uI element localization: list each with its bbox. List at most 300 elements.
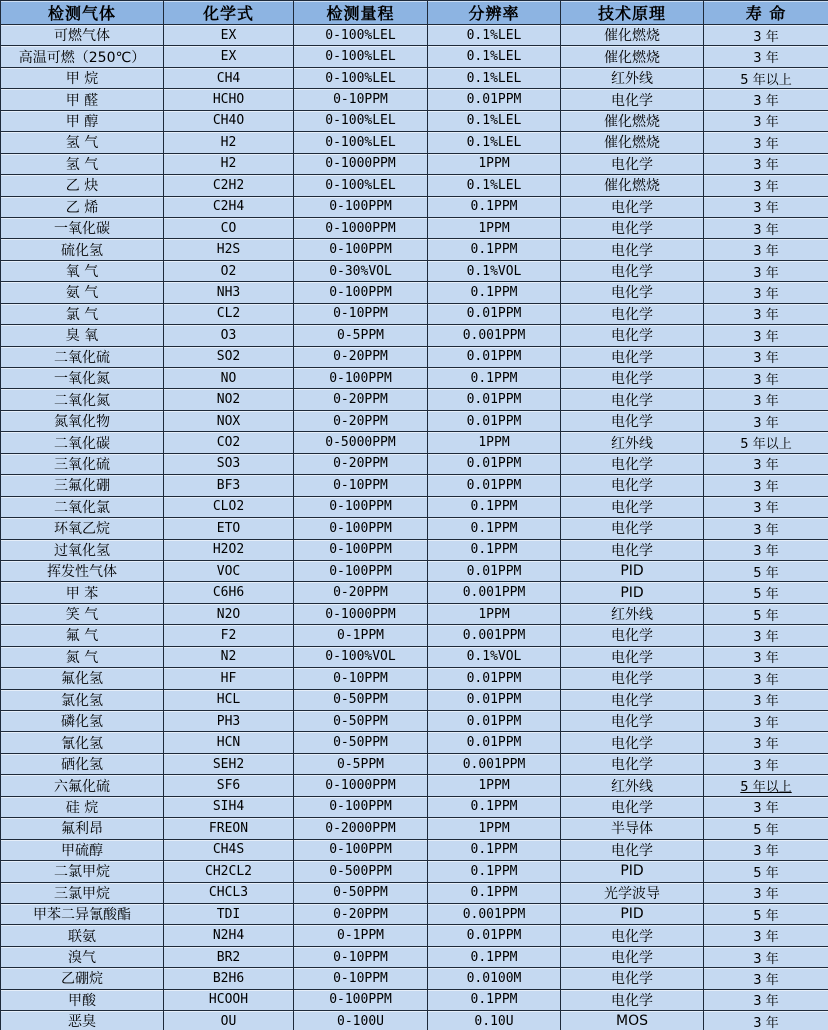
cell-range: 0-1000PPM xyxy=(294,603,428,624)
cell-gas-name: 挥发性气体 xyxy=(1,560,164,581)
cell-principle: 电化学 xyxy=(561,989,704,1010)
cell-principle: 电化学 xyxy=(561,946,704,967)
cell-life: 3 年 xyxy=(704,646,828,667)
cell-formula: CH4 xyxy=(164,67,294,88)
cell-resolution: 0.001PPM xyxy=(428,753,561,774)
cell-gas-name: 乙 烯 xyxy=(1,196,164,217)
cell-range: 0-10PPM xyxy=(294,668,428,689)
cell-gas-name: 甲 烷 xyxy=(1,67,164,88)
column-header-formula: 化学式 xyxy=(164,1,294,25)
cell-gas-name: 氯 气 xyxy=(1,303,164,324)
cell-gas-name: 甲苯二异氰酸酯 xyxy=(1,903,164,924)
cell-principle: 电化学 xyxy=(561,968,704,989)
cell-formula: EX xyxy=(164,25,294,46)
cell-life: 3 年 xyxy=(704,368,828,389)
table-row xyxy=(1,732,828,753)
cell-resolution: 0.1PPM xyxy=(428,518,561,539)
cell-principle: 电化学 xyxy=(561,646,704,667)
cell-life: 3 年 xyxy=(704,46,828,67)
table-row xyxy=(1,689,828,710)
cell-principle: 电化学 xyxy=(561,239,704,260)
cell-resolution: 0.001PPM xyxy=(428,625,561,646)
cell-range: 0-5PPM xyxy=(294,753,428,774)
cell-principle: 催化燃烧 xyxy=(561,25,704,46)
cell-gas-name: 二氧化氯 xyxy=(1,496,164,517)
cell-life: 3 年 xyxy=(704,282,828,303)
cell-principle: PID xyxy=(561,582,704,603)
cell-gas-name: 磷化氢 xyxy=(1,711,164,732)
cell-formula: N2 xyxy=(164,646,294,667)
cell-life: 3 年 xyxy=(704,346,828,367)
cell-life: 3 年 xyxy=(704,132,828,153)
cell-gas-name: 二氧化氮 xyxy=(1,389,164,410)
cell-formula: CO xyxy=(164,217,294,238)
cell-principle: 电化学 xyxy=(561,196,704,217)
cell-range: 0-20PPM xyxy=(294,346,428,367)
cell-formula: HCHO xyxy=(164,89,294,110)
cell-range: 0-100%LEL xyxy=(294,25,428,46)
cell-principle: 电化学 xyxy=(561,711,704,732)
table-row xyxy=(1,603,828,624)
cell-gas-name: 氟 气 xyxy=(1,625,164,646)
cell-principle: 电化学 xyxy=(561,539,704,560)
cell-principle: PID xyxy=(561,861,704,882)
cell-resolution: 0.1PPM xyxy=(428,946,561,967)
cell-life: 5 年 xyxy=(704,861,828,882)
cell-formula: NO xyxy=(164,368,294,389)
table-row xyxy=(1,582,828,603)
cell-life: 5 年以上 xyxy=(704,775,828,796)
table-header xyxy=(1,1,828,25)
cell-formula: C2H2 xyxy=(164,175,294,196)
table-row xyxy=(1,196,828,217)
cell-formula: CL2 xyxy=(164,303,294,324)
cell-range: 0-20PPM xyxy=(294,582,428,603)
cell-life: 5 年 xyxy=(704,903,828,924)
cell-range: 0-20PPM xyxy=(294,389,428,410)
table-row xyxy=(1,175,828,196)
cell-formula: B2H6 xyxy=(164,968,294,989)
cell-principle: 催化燃烧 xyxy=(561,46,704,67)
cell-principle: 电化学 xyxy=(561,796,704,817)
table-row xyxy=(1,496,828,517)
cell-resolution: 1PPM xyxy=(428,775,561,796)
cell-range: 0-30%VOL xyxy=(294,260,428,281)
cell-gas-name: 硫化氢 xyxy=(1,239,164,260)
cell-principle: 电化学 xyxy=(561,753,704,774)
table-row xyxy=(1,432,828,453)
cell-range: 0-100PPM xyxy=(294,518,428,539)
cell-range: 0-50PPM xyxy=(294,689,428,710)
cell-range: 0-100PPM xyxy=(294,989,428,1010)
cell-principle: 电化学 xyxy=(561,518,704,539)
table-row xyxy=(1,668,828,689)
cell-principle: 电化学 xyxy=(561,668,704,689)
cell-formula: PH3 xyxy=(164,711,294,732)
cell-range: 0-10PPM xyxy=(294,89,428,110)
cell-gas-name: 氧 气 xyxy=(1,260,164,281)
cell-formula: HF xyxy=(164,668,294,689)
cell-resolution: 0.1PPM xyxy=(428,539,561,560)
cell-range: 0-5PPM xyxy=(294,325,428,346)
cell-gas-name: 乙 炔 xyxy=(1,175,164,196)
cell-resolution: 0.01PPM xyxy=(428,689,561,710)
table-row xyxy=(1,260,828,281)
cell-life: 3 年 xyxy=(704,25,828,46)
cell-resolution: 0.1PPM xyxy=(428,989,561,1010)
cell-resolution: 0.1PPM xyxy=(428,239,561,260)
table-row xyxy=(1,560,828,581)
cell-principle: 电化学 xyxy=(561,303,704,324)
cell-principle: 电化学 xyxy=(561,325,704,346)
cell-formula: TDI xyxy=(164,903,294,924)
cell-life: 3 年 xyxy=(704,946,828,967)
table-row xyxy=(1,453,828,474)
cell-range: 0-50PPM xyxy=(294,882,428,903)
cell-range: 0-100PPM xyxy=(294,796,428,817)
cell-principle: 电化学 xyxy=(561,368,704,389)
cell-principle: 电化学 xyxy=(561,453,704,474)
cell-life: 3 年 xyxy=(704,711,828,732)
table-row xyxy=(1,946,828,967)
cell-life: 3 年 xyxy=(704,925,828,946)
cell-life: 5 年 xyxy=(704,603,828,624)
column-header-life: 寿 命 xyxy=(704,1,828,25)
cell-life: 3 年 xyxy=(704,518,828,539)
cell-resolution: 0.01PPM xyxy=(428,89,561,110)
column-header-range: 检测量程 xyxy=(294,1,428,25)
cell-gas-name: 氟利昂 xyxy=(1,818,164,839)
cell-life: 5 年以上 xyxy=(704,67,828,88)
cell-life: 3 年 xyxy=(704,668,828,689)
cell-resolution: 0.01PPM xyxy=(428,410,561,431)
cell-range: 0-100%LEL xyxy=(294,110,428,131)
table-row xyxy=(1,410,828,431)
cell-gas-name: 硅 烷 xyxy=(1,796,164,817)
cell-formula: CH4O xyxy=(164,110,294,131)
cell-principle: 电化学 xyxy=(561,625,704,646)
cell-life: 3 年 xyxy=(704,453,828,474)
cell-principle: 电化学 xyxy=(561,217,704,238)
cell-life: 3 年 xyxy=(704,496,828,517)
cell-principle: 催化燃烧 xyxy=(561,110,704,131)
cell-life: 3 年 xyxy=(704,410,828,431)
cell-formula: H2 xyxy=(164,132,294,153)
table-row xyxy=(1,368,828,389)
table-row xyxy=(1,646,828,667)
cell-gas-name: 臭 氧 xyxy=(1,325,164,346)
cell-formula: CO2 xyxy=(164,432,294,453)
cell-resolution: 0.01PPM xyxy=(428,346,561,367)
table-row xyxy=(1,625,828,646)
cell-resolution: 1PPM xyxy=(428,153,561,174)
cell-gas-name: 一氧化碳 xyxy=(1,217,164,238)
cell-gas-name: 三氧化硫 xyxy=(1,453,164,474)
cell-resolution: 0.1%VOL xyxy=(428,646,561,667)
cell-formula: CH4S xyxy=(164,839,294,860)
cell-life: 3 年 xyxy=(704,732,828,753)
cell-resolution: 0.01PPM xyxy=(428,303,561,324)
cell-life: 3 年 xyxy=(704,239,828,260)
cell-range: 0-2000PPM xyxy=(294,818,428,839)
table-row xyxy=(1,389,828,410)
cell-formula: FREON xyxy=(164,818,294,839)
cell-life: 3 年 xyxy=(704,196,828,217)
cell-range: 0-100PPM xyxy=(294,368,428,389)
cell-resolution: 0.01PPM xyxy=(428,711,561,732)
cell-gas-name: 二氯甲烷 xyxy=(1,861,164,882)
cell-principle: 电化学 xyxy=(561,282,704,303)
table-row xyxy=(1,539,828,560)
table-row xyxy=(1,303,828,324)
cell-range: 0-100%LEL xyxy=(294,175,428,196)
cell-resolution: 1PPM xyxy=(428,217,561,238)
cell-range: 0-100%LEL xyxy=(294,67,428,88)
cell-gas-name: 溴气 xyxy=(1,946,164,967)
cell-resolution: 0.1%LEL xyxy=(428,25,561,46)
cell-life: 3 年 xyxy=(704,796,828,817)
cell-formula: BR2 xyxy=(164,946,294,967)
cell-principle: 电化学 xyxy=(561,839,704,860)
cell-resolution: 0.1PPM xyxy=(428,861,561,882)
cell-formula: NO2 xyxy=(164,389,294,410)
cell-principle: 电化学 xyxy=(561,410,704,431)
cell-life: 5 年以上 xyxy=(704,432,828,453)
cell-formula: F2 xyxy=(164,625,294,646)
cell-gas-name: 二氧化碳 xyxy=(1,432,164,453)
cell-resolution: 0.001PPM xyxy=(428,903,561,924)
cell-resolution: 1PPM xyxy=(428,432,561,453)
cell-range: 0-100%LEL xyxy=(294,46,428,67)
cell-resolution: 0.0100M xyxy=(428,968,561,989)
cell-life: 5 年 xyxy=(704,818,828,839)
table-row xyxy=(1,861,828,882)
cell-resolution: 0.01PPM xyxy=(428,732,561,753)
cell-gas-name: 可燃气体 xyxy=(1,25,164,46)
cell-range: 0-100%LEL xyxy=(294,132,428,153)
cell-resolution: 0.1%LEL xyxy=(428,110,561,131)
cell-range: 0-10PPM xyxy=(294,968,428,989)
table-row xyxy=(1,796,828,817)
table-row xyxy=(1,346,828,367)
cell-range: 0-10PPM xyxy=(294,475,428,496)
cell-resolution: 0.1PPM xyxy=(428,839,561,860)
table-row xyxy=(1,968,828,989)
cell-resolution: 0.1PPM xyxy=(428,368,561,389)
cell-formula: SO3 xyxy=(164,453,294,474)
cell-principle: 电化学 xyxy=(561,925,704,946)
cell-formula: N2H4 xyxy=(164,925,294,946)
cell-gas-name: 环氧乙烷 xyxy=(1,518,164,539)
cell-range: 0-1000PPM xyxy=(294,775,428,796)
table-row xyxy=(1,775,828,796)
cell-principle: 红外线 xyxy=(561,775,704,796)
table-row xyxy=(1,711,828,732)
table-row xyxy=(1,325,828,346)
cell-gas-name: 高温可燃（250℃） xyxy=(1,46,164,67)
cell-range: 0-10PPM xyxy=(294,946,428,967)
table-row xyxy=(1,518,828,539)
cell-life: 3 年 xyxy=(704,110,828,131)
cell-range: 0-20PPM xyxy=(294,410,428,431)
cell-gas-name: 氰化氢 xyxy=(1,732,164,753)
cell-life: 3 年 xyxy=(704,625,828,646)
table-body xyxy=(1,25,828,1030)
table-row xyxy=(1,110,828,131)
cell-life: 3 年 xyxy=(704,260,828,281)
cell-formula: NH3 xyxy=(164,282,294,303)
table-row xyxy=(1,25,828,46)
cell-resolution: 0.1PPM xyxy=(428,496,561,517)
cell-life: 3 年 xyxy=(704,689,828,710)
cell-gas-name: 乙硼烷 xyxy=(1,968,164,989)
cell-resolution: 0.01PPM xyxy=(428,925,561,946)
cell-formula: HCL xyxy=(164,689,294,710)
cell-resolution: 0.1PPM xyxy=(428,796,561,817)
cell-gas-name: 氢 气 xyxy=(1,153,164,174)
table-row xyxy=(1,282,828,303)
table-row xyxy=(1,989,828,1010)
cell-resolution: 0.1PPM xyxy=(428,882,561,903)
cell-formula: EX xyxy=(164,46,294,67)
cell-gas-name: 三氟化硼 xyxy=(1,475,164,496)
cell-life: 3 年 xyxy=(704,968,828,989)
cell-resolution: 0.1%LEL xyxy=(428,175,561,196)
cell-gas-name: 甲 苯 xyxy=(1,582,164,603)
cell-gas-name: 恶臭 xyxy=(1,1011,164,1030)
cell-resolution: 1PPM xyxy=(428,818,561,839)
cell-life: 5 年 xyxy=(704,560,828,581)
cell-resolution: 0.1%VOL xyxy=(428,260,561,281)
cell-life: 3 年 xyxy=(704,303,828,324)
cell-life: 5 年 xyxy=(704,582,828,603)
cell-gas-name: 六氟化硫 xyxy=(1,775,164,796)
cell-resolution: 0.1%LEL xyxy=(428,46,561,67)
cell-range: 0-500PPM xyxy=(294,861,428,882)
table-row xyxy=(1,753,828,774)
cell-range: 0-1000PPM xyxy=(294,153,428,174)
cell-principle: 电化学 xyxy=(561,475,704,496)
cell-life: 3 年 xyxy=(704,753,828,774)
cell-life: 3 年 xyxy=(704,325,828,346)
cell-formula: O2 xyxy=(164,260,294,281)
cell-formula: H2S xyxy=(164,239,294,260)
cell-formula: SEH2 xyxy=(164,753,294,774)
cell-principle: 催化燃烧 xyxy=(561,175,704,196)
cell-principle: 电化学 xyxy=(561,389,704,410)
cell-range: 0-20PPM xyxy=(294,903,428,924)
cell-formula: VOC xyxy=(164,560,294,581)
cell-formula: C6H6 xyxy=(164,582,294,603)
cell-life: 3 年 xyxy=(704,839,828,860)
cell-range: 0-100PPM xyxy=(294,539,428,560)
table-row xyxy=(1,839,828,860)
cell-life: 3 年 xyxy=(704,539,828,560)
cell-gas-name: 氨 气 xyxy=(1,282,164,303)
cell-resolution: 0.01PPM xyxy=(428,389,561,410)
cell-formula: O3 xyxy=(164,325,294,346)
cell-range: 0-100PPM xyxy=(294,839,428,860)
cell-formula: H2O2 xyxy=(164,539,294,560)
cell-gas-name: 氢 气 xyxy=(1,132,164,153)
cell-formula: ETO xyxy=(164,518,294,539)
cell-range: 0-10PPM xyxy=(294,303,428,324)
cell-range: 0-100%VOL xyxy=(294,646,428,667)
cell-life: 3 年 xyxy=(704,1011,828,1030)
cell-range: 0-1PPM xyxy=(294,925,428,946)
cell-range: 0-100PPM xyxy=(294,282,428,303)
table-row xyxy=(1,67,828,88)
cell-principle: 电化学 xyxy=(561,89,704,110)
cell-resolution: 0.10U xyxy=(428,1011,561,1030)
cell-range: 0-100PPM xyxy=(294,239,428,260)
table-row xyxy=(1,475,828,496)
cell-life: 3 年 xyxy=(704,153,828,174)
cell-range: 0-50PPM xyxy=(294,732,428,753)
column-header-gas: 检测气体 xyxy=(1,1,164,25)
cell-principle: 半导体 xyxy=(561,818,704,839)
cell-resolution: 0.01PPM xyxy=(428,560,561,581)
cell-gas-name: 硒化氢 xyxy=(1,753,164,774)
cell-gas-name: 过氧化氢 xyxy=(1,539,164,560)
cell-principle: 红外线 xyxy=(561,67,704,88)
cell-resolution: 0.01PPM xyxy=(428,453,561,474)
cell-gas-name: 甲 醛 xyxy=(1,89,164,110)
table-row xyxy=(1,89,828,110)
cell-resolution: 0.1%LEL xyxy=(428,132,561,153)
cell-gas-name: 氟化氢 xyxy=(1,668,164,689)
cell-gas-name: 氮 气 xyxy=(1,646,164,667)
cell-formula: HCOOH xyxy=(164,989,294,1010)
cell-gas-name: 三氯甲烷 xyxy=(1,882,164,903)
table-row xyxy=(1,153,828,174)
table-row xyxy=(1,903,828,924)
cell-formula: CLO2 xyxy=(164,496,294,517)
header-row xyxy=(1,1,828,25)
cell-formula: OU xyxy=(164,1011,294,1030)
cell-principle: 电化学 xyxy=(561,689,704,710)
cell-gas-name: 甲硫醇 xyxy=(1,839,164,860)
cell-formula: NOX xyxy=(164,410,294,431)
cell-range: 0-1000PPM xyxy=(294,217,428,238)
cell-life: 3 年 xyxy=(704,989,828,1010)
cell-principle: 电化学 xyxy=(561,732,704,753)
cell-life: 3 年 xyxy=(704,882,828,903)
cell-gas-name: 甲酸 xyxy=(1,989,164,1010)
cell-formula: SIH4 xyxy=(164,796,294,817)
cell-principle: MOS xyxy=(561,1011,704,1030)
cell-range: 0-1PPM xyxy=(294,625,428,646)
cell-formula: BF3 xyxy=(164,475,294,496)
cell-formula: SF6 xyxy=(164,775,294,796)
cell-gas-name: 联氨 xyxy=(1,925,164,946)
cell-gas-name: 二氧化硫 xyxy=(1,346,164,367)
cell-formula: HCN xyxy=(164,732,294,753)
cell-life: 3 年 xyxy=(704,89,828,110)
cell-range: 0-100PPM xyxy=(294,196,428,217)
cell-principle: 电化学 xyxy=(561,260,704,281)
cell-life: 3 年 xyxy=(704,175,828,196)
cell-gas-name: 一氧化氮 xyxy=(1,368,164,389)
cell-formula: N2O xyxy=(164,603,294,624)
table-row xyxy=(1,217,828,238)
cell-resolution: 0.01PPM xyxy=(428,668,561,689)
cell-principle: 光学波导 xyxy=(561,882,704,903)
cell-life: 3 年 xyxy=(704,217,828,238)
cell-range: 0-100PPM xyxy=(294,560,428,581)
cell-range: 0-50PPM xyxy=(294,711,428,732)
table-row xyxy=(1,46,828,67)
